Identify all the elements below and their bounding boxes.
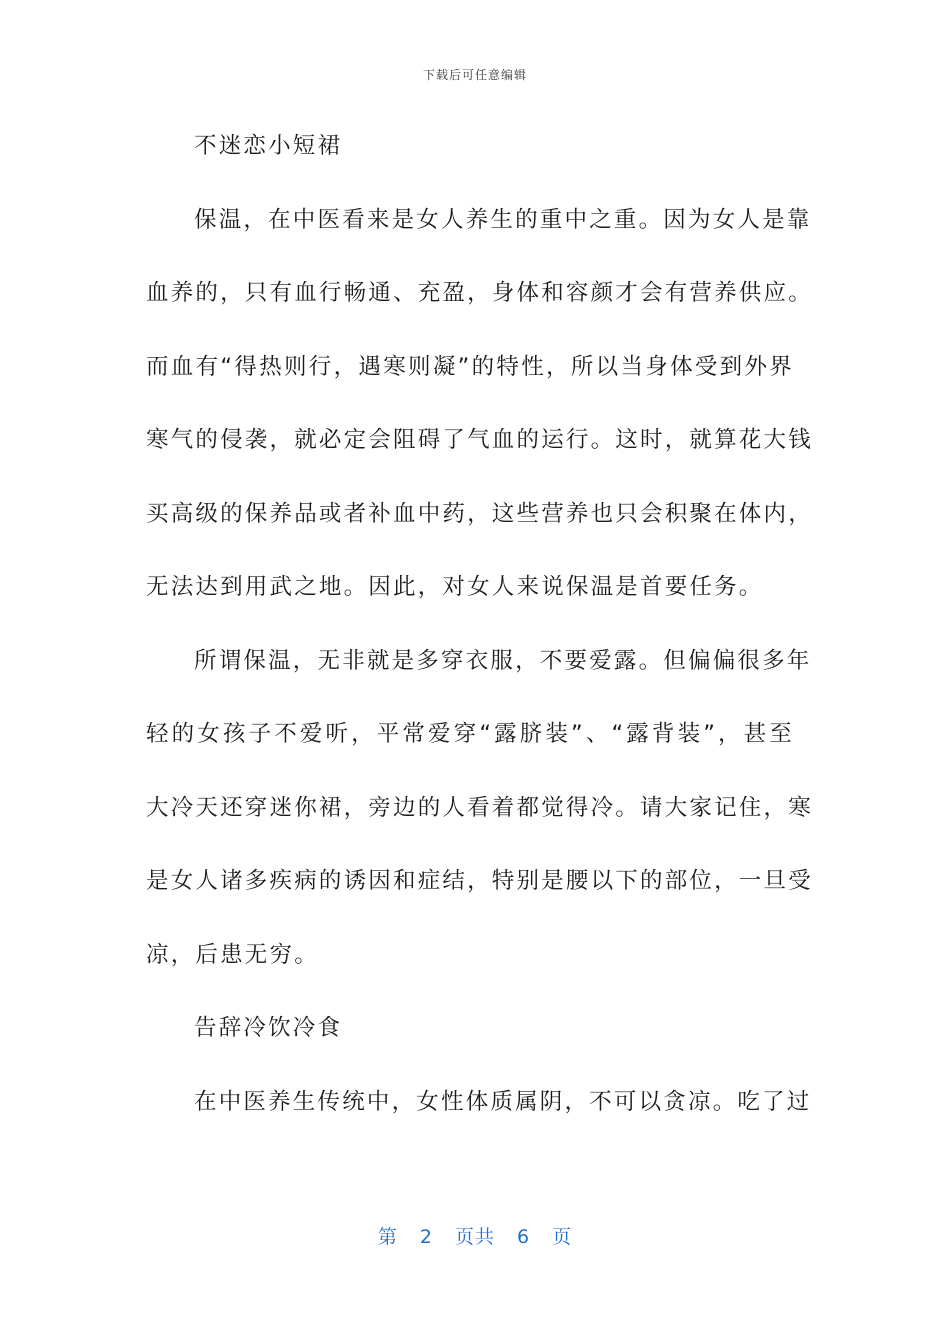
document-body: [146, 110, 813, 1139]
paragraph-line: 轻的女孩子不爱听，平常爱穿“露脐装”、“露背装”，甚至: [146, 721, 794, 747]
page-suffix: 页: [552, 1226, 573, 1248]
page-prefix: 第: [377, 1226, 398, 1248]
header-note: 下载后可任意编辑: [422, 68, 527, 82]
section-heading: 不迷恋小短裙: [194, 133, 343, 159]
total-pages-number: 6: [517, 1226, 531, 1248]
paragraph-line: 寒气的侵袭，就必定会阻碍了气血的运行。这时，就算花大钱: [146, 427, 813, 453]
paragraph-line: 凉，后患无穷。: [146, 941, 319, 968]
paragraph-line: 所谓保温，无非就是多穿衣服，不要爱露。但偏偏很多年: [194, 647, 812, 674]
page-mid: 页共: [454, 1226, 495, 1248]
paragraph-line: 在中医养生传统中，女性体质属阴，不可以贪凉。吃了过: [194, 1088, 812, 1115]
paragraph-line: 血养的，只有血行畅通、充盈，身体和容颜才会有营养供应。: [146, 280, 813, 306]
paragraph-line: 买高级的保养品或者补血中药，这些营养也只会积聚在体内，: [146, 500, 813, 527]
current-page-number: 2: [419, 1226, 433, 1248]
paragraph-line: 而血有“得热则行，遇寒则凝”的特性，所以当身体受到外界: [146, 353, 794, 380]
section-heading: 告辞冷饮冷食: [194, 1015, 343, 1041]
paragraph-line: 是女人诸多疾病的诱因和症结，特别是腰以下的部位，一旦受: [146, 868, 813, 894]
paragraph-line: 无法达到用武之地。因此，对女人来说保温是首要任务。: [146, 574, 764, 600]
paragraph-line: 保温，在中医看来是女人养生的重中之重。因为女人是靠: [194, 206, 812, 233]
paragraph-line: 大冷天还穿迷你裙，旁边的人看着都觉得冷。请大家记住，寒: [146, 794, 813, 821]
page-footer: [0, 1222, 950, 1249]
